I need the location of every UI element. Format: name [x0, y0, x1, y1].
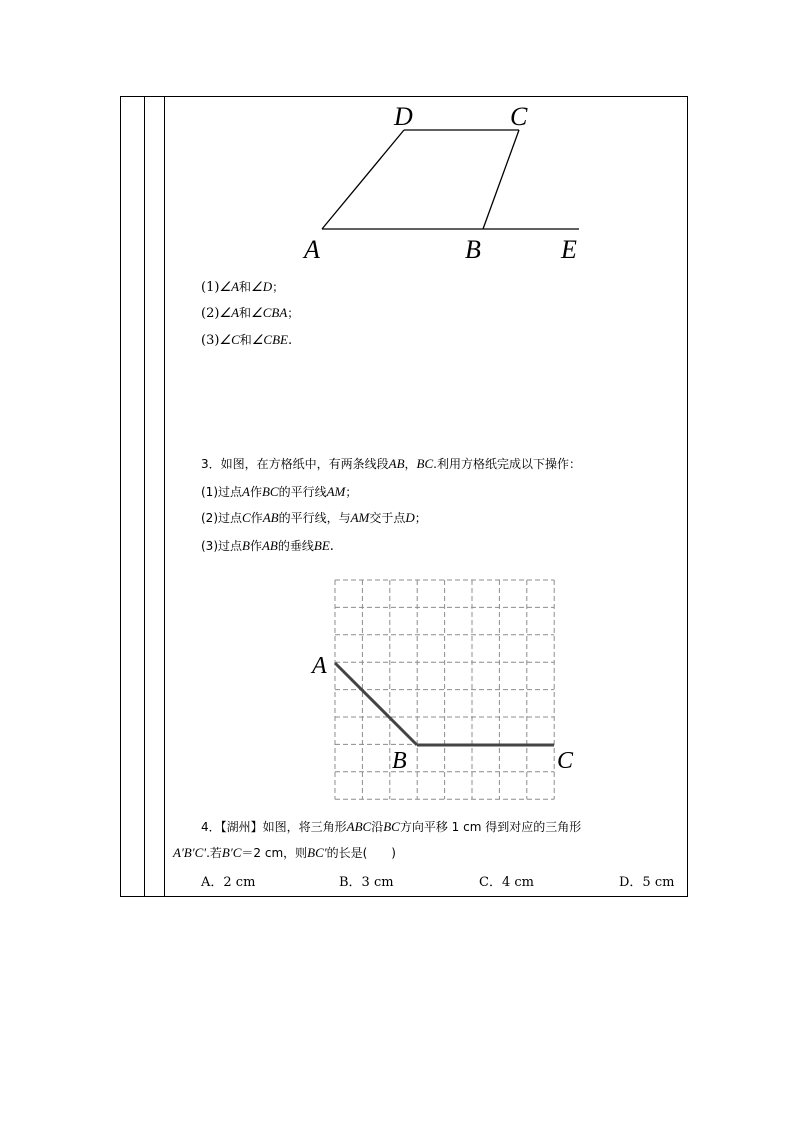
- q3-item-1: [201, 483, 357, 502]
- var: BC′: [307, 845, 327, 860]
- var: BC: [261, 484, 279, 499]
- var: AB: [262, 510, 279, 525]
- item-number: (3): [201, 333, 220, 348]
- choice-c[interactable]: C．4 cm: [479, 875, 534, 890]
- label-a: A: [304, 235, 320, 264]
- label-e: E: [561, 235, 577, 264]
- var: B: [242, 538, 250, 553]
- choice-a[interactable]: A．2 cm: [201, 875, 256, 890]
- angle-a: ∠A: [219, 279, 240, 294]
- dashed-grid: [335, 580, 554, 799]
- choice-d[interactable]: D．5 cm: [619, 875, 675, 890]
- text: ；: [414, 511, 427, 525]
- text: 方向平移 1 cm 得到对应的三角形: [399, 820, 582, 834]
- item-number: (1): [201, 280, 220, 295]
- text: 作: [250, 511, 263, 525]
- segment-ad: [322, 130, 404, 229]
- var: AM: [350, 510, 370, 525]
- text: (1)过点: [201, 485, 242, 499]
- var-abc: ABC: [346, 819, 372, 834]
- grid-label-b: B: [392, 748, 407, 774]
- conjunction: 和: [239, 306, 252, 320]
- q2-item-2: [201, 304, 299, 323]
- choice-b[interactable]: B．3 cm: [339, 875, 394, 890]
- angle-d: ∠D: [251, 279, 273, 294]
- var: D: [405, 510, 415, 525]
- q2-item-1: [201, 278, 284, 297]
- text: 的平行线: [278, 485, 327, 499]
- punct: ；: [287, 306, 300, 320]
- var: AM: [326, 484, 346, 499]
- text: 交于点: [369, 511, 406, 525]
- text: 3．如图，在方格纸中，有两条线段: [201, 457, 389, 471]
- punct: .: [287, 333, 293, 348]
- label-c: C: [510, 102, 528, 131]
- text: 作: [249, 539, 262, 553]
- var: AB: [261, 538, 278, 553]
- q3-stem: [201, 455, 581, 474]
- q2-item-3: [201, 331, 292, 350]
- text: ＝2 cm，则: [241, 846, 308, 860]
- q3-item-3: [201, 537, 334, 556]
- text: .: [329, 539, 334, 554]
- var: A: [242, 484, 250, 499]
- var-bc: BC: [383, 819, 400, 834]
- grid-label-c: C: [557, 748, 574, 774]
- angle-cba: ∠CBA: [251, 305, 288, 320]
- text: 4．【湖州】如图，将三角形: [201, 820, 347, 834]
- angle-cbe: ∠CBE: [251, 332, 288, 347]
- var: BE: [313, 538, 330, 553]
- var: B′C: [221, 845, 242, 860]
- text: 的长是( ): [326, 846, 396, 860]
- parallelogram-figure: [165, 96, 688, 276]
- var: C: [242, 510, 251, 525]
- content-cell: [165, 96, 688, 897]
- grid-figure: [305, 574, 585, 806]
- text: ；: [345, 485, 358, 499]
- text: .利用方格纸完成以下操作：: [433, 457, 581, 471]
- segment-ab: [335, 663, 417, 745]
- table-column-narrow: [145, 97, 165, 896]
- angle-a: ∠A: [219, 305, 240, 320]
- text: 的垂线: [277, 539, 314, 553]
- text: .若: [206, 846, 222, 860]
- punct: ；: [272, 280, 285, 294]
- text: (3)过点: [201, 539, 242, 553]
- q3-item-2: [201, 509, 427, 528]
- var-ab: AB: [388, 456, 405, 471]
- conjunction: 和: [239, 333, 252, 347]
- conjunction: 和: [239, 280, 252, 294]
- text: (2)过点: [201, 511, 242, 525]
- table-column-left: [121, 97, 145, 896]
- text: 沿: [371, 820, 384, 834]
- angle-c: ∠C: [219, 332, 240, 347]
- var: A′B′C′: [173, 845, 207, 860]
- grid-label-a: A: [312, 653, 327, 679]
- q4-line-2: [173, 844, 396, 863]
- text: ，: [404, 457, 417, 471]
- item-number: (2): [201, 306, 220, 321]
- text: 的平行线，与: [278, 511, 351, 525]
- label-b: B: [465, 235, 481, 264]
- text: 作: [249, 485, 262, 499]
- q4-line-1: [201, 818, 581, 837]
- segment-cb: [483, 130, 519, 229]
- var-bc: BC: [416, 456, 434, 471]
- label-d: D: [394, 102, 413, 131]
